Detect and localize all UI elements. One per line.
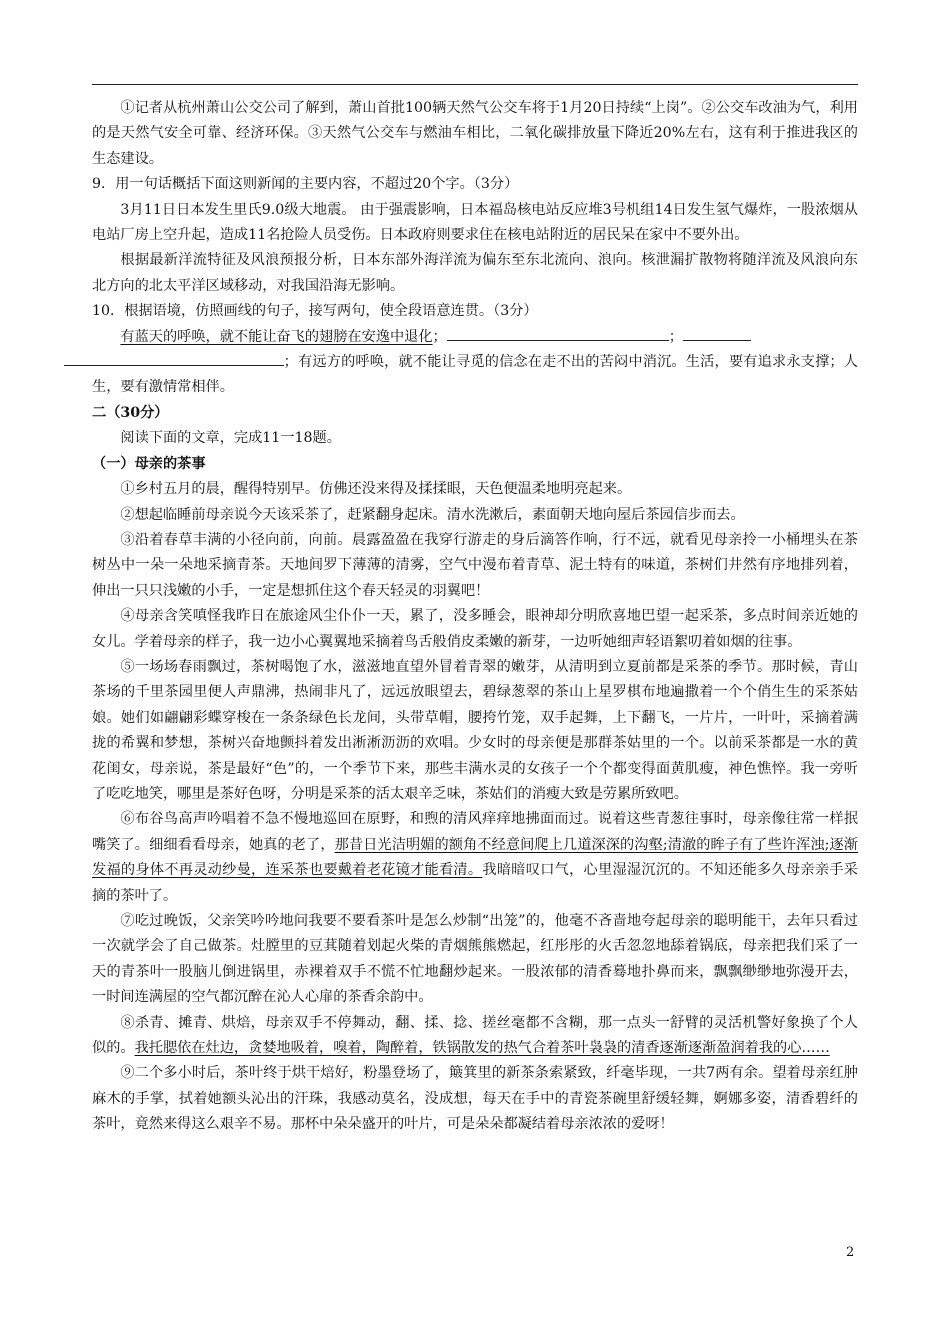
question-10-rest: ；有远方的呼唤，就不能让寻觅的信念在走不出的苦闷中消沉。生活，要有追求永支撑；人生，要有激情常相伴。: [92, 354, 858, 396]
page-number: 2: [846, 1245, 855, 1260]
answer-blank-1[interactable]: [447, 325, 669, 341]
article-paragraph-4: ④母亲含笑嗔怪我昨日在旅途风尘仆仆一天，累了，没多睡会，眼神却分明欣喜地巴望一起采茶，多点时间亲近她的女儿。学着母亲的样子，我一边小心翼翼地采摘着鸟舌般俏皮柔嫩的新芽，一边听她细声轻语絮叨着如烟的往事。: [92, 608, 858, 650]
paragraph-6-text-end: 我暗暗叹口气，心里湿湿沉沉的。不知还能多久母亲亲手采摘的茶叶了。: [92, 862, 858, 904]
paragraph-6-underlined: 那昔日光洁明媚的额角不经意间爬上几道深深的沟壑;清澈的眸子有了些许浑浊;逐渐发福的身体不再灵动纱曼，连采茶也要戴着老花镜才能看清。: [92, 836, 858, 879]
article-paragraph-1: ①乡村五月的晨，醒得特别早。仿佛还没来得及揉揉眼，天色便温柔地明亮起来。: [120, 481, 632, 498]
article-paragraph-8: [92, 1011, 858, 1062]
separator: ；: [668, 328, 683, 345]
section-instruction: 阅读下面的文章，完成11一18题。: [120, 430, 341, 447]
article-paragraph-7: ⑦吃过晚饭，父亲笑吟吟地问我要不要看茶叶是怎么炒制“出笼”的，他毫不吝啬地夸起母亲的聪明能干，去年只看过一次就学会了自己做茶。灶膛里的豆萁随着划起火柴的青烟熊熊燃起，红彤彤的火舌忽忽地舔着锅底，母亲把我们采了一天的青茶叶一股脑儿倒进锅里，赤裸着双手不慌不忙地翻炒起来。一股浓郁的清香蓦地扑鼻而来，飘飘缈缈地弥漫开去，一时间连满屋的空气都沉醉在沁人心扉的茶香余韵中。: [92, 913, 858, 1006]
question-10-body: [92, 325, 858, 401]
article-title: （一）母亲的茶事: [92, 455, 206, 472]
answer-blank-2a[interactable]: [683, 325, 751, 341]
question-9-prompt: 9．用一句话概括下面这则新闻的主要内容，不超过20个字。（3分）: [92, 176, 519, 193]
article-paragraph-5: ⑤一场场春雨飘过，茶树喝饱了水，滋滋地直望外冒着青翠的嫩芽，从清明到立夏前都是采茶的季节。那时候，青山茶场的千里茶园里便人声鼎沸，热闹非凡了，远远放眼望去，碧绿葱翠的茶山上星罗棋布地遍撒着一个个俏生生的采茶姑娘。她们如翩翩彩蝶穿梭在一条条绿色长龙间，头带草帽，腰挎竹笼，双手起舞，上下翻飞，一片片，一叶叶，采摘着满拢的希翼和梦想，茶树兴奋地颤抖着发出淅淅沥沥的欢唱。少女时的母亲便是那群茶姑里的一个。以前采茶都是一水的黄花闺女，母亲说，茶是最好“色”的，一个季节下来，那些丰满水灵的女孩子一个个都变得面黄肌瘦，神色憔悴。我一旁听了吃吃地笑，哪里是茶好色呀，分明是采茶的活太艰辛乏味，茶姑们的消瘦大致是劳累所致吧。: [92, 658, 858, 802]
paragraph-8-text: ⑧杀青、摊青、烘焙，母亲双手不停舞动，翻、揉、捻、搓丝毫都不含糊，那一点头一舒臂的灵活机警好象换了个人似的。: [92, 1014, 858, 1057]
underlined-sentence: 有蓝天的呼唤，就不能让奋飞的翅膀在安逸中退化: [120, 328, 433, 345]
article-paragraph-6: [92, 807, 858, 909]
article-paragraph-9: ⑨二个多小时后，茶叶终于烘干焙好，粉墨登场了，簸箕里的新茶条索紧致，纤毫毕现，一共7两有余。望着母亲红肿麻木的手掌，拭着她额头沁出的汗珠，我感动莫名，没成想，每天在手中的青瓷茶碗里舒缓轻舞，婀娜多姿，清香碧纤的茶叶，竟然来得这么艰辛不易。那杯中朵朵盛开的叶片，可是朵朵都凝结着母亲浓浓的爱呀！: [92, 1065, 858, 1133]
section-heading: 二（30分）: [92, 404, 169, 421]
page-content: [92, 96, 858, 1138]
answer-blank-2b[interactable]: [64, 350, 284, 366]
paragraph-8-underlined: 我托腮依在灶边，贪婪地吸着，嗅着，陶醉着，铁锅散发的热气合着茶叶袅袅的清香逐渐逐渐盈润着我的心……: [134, 1040, 830, 1057]
question-10-prompt: 10．根据语境，仿照画线的句子，接写两句，使全段语意连贯。（3分）: [92, 303, 538, 320]
article-paragraph-2: ②想起临睡前母亲说今天该采茶了，赶紧翻身起床。清水洗漱后，素面朝天地向屋后茶园信步而去。: [120, 506, 745, 523]
news-paragraph-1: 3月11日日本发生里氏9.0级大地震。 由于强震影响，日本福岛核电站反应堆3号机组14日发生氢气爆炸，一股浓烟从电站厂房上空升起，造成11名抢险人员受伤。日本政府则要求住在核电站附近的居民呆在家中不要外出。: [92, 201, 858, 244]
header-rule: [92, 84, 858, 85]
sentences-paragraph: ①记者从杭州萧山公交公司了解到，萧山首批100辆天然气公交车将于1月20日持续“上岗”。②公交车改油为气，利用的是天然气安全可靠、经济环保。③天然气公交车与燃油车相比，二氧化碳排放量下降近20%左右，这有利于推进我区的生态建设。: [92, 100, 858, 167]
article-paragraph-3: ③沿着春草丰满的小径向前，向前。晨露盈盈在我穿行游走的身后滴答作响，行不远，就看见母亲拎一小桶埋头在茶树丛中一朵一朵地采摘青茶。天地间罗下薄薄的清雾，空气中漫布着青草、泥土特有的味道，茶树们井然有序地排列着，伸出一只只浅嫩的小手，一定是想抓住这个春天轻灵的羽翼吧！: [92, 531, 858, 599]
news-paragraph-2: 根据最新洋流特征及风浪预报分析，日本东部外海洋流为偏东至东北流向、浪向。核泄漏扩散物将随洋流及风浪向东北方向的北太平洋区域移动，对我国沿海无影响。: [92, 252, 858, 294]
separator: ；: [432, 328, 447, 345]
paragraph-6-text: ⑥布谷鸟高声吟唱着不急不慢地巡回在原野，和煦的清风痒痒地拂面而过。说着这些青葱往事时，母亲像往常一样抿嘴笑了。细细看看母亲，她真的老了，: [92, 811, 858, 853]
